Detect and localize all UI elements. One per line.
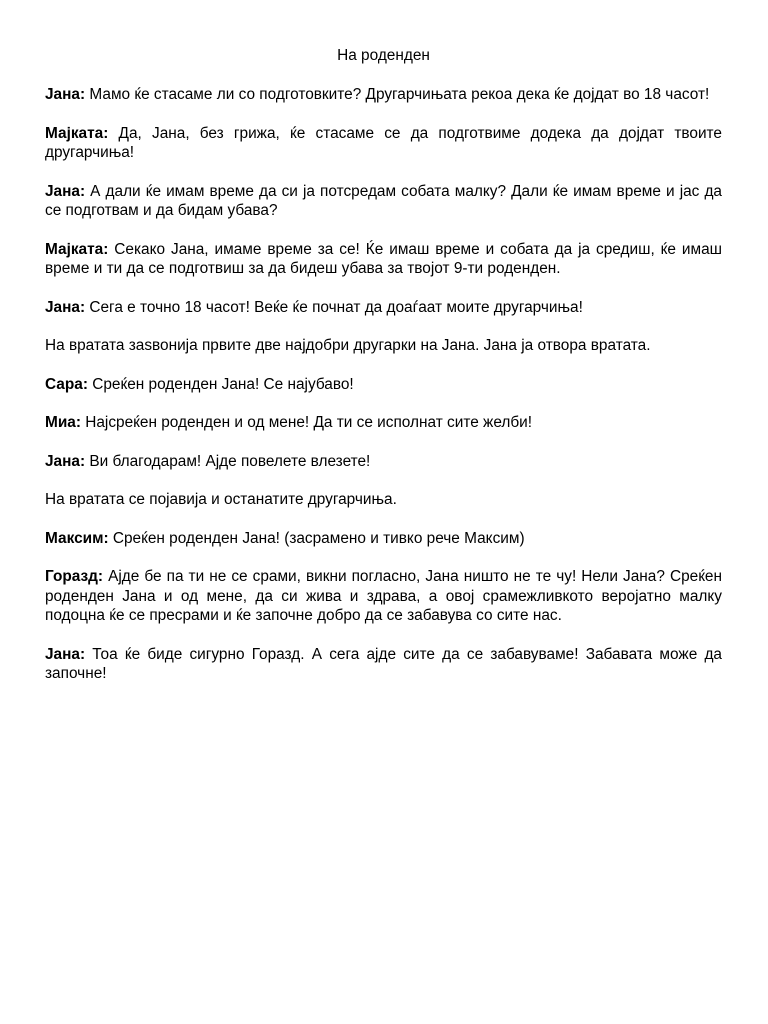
document-title: На роденден [337, 47, 430, 64]
dialogue-text: А дали ќе имам време да си ја потсредам собата малку? Дали ќе имам време и јас да се подготвам и да бидам убава? [45, 182, 722, 219]
narration-paragraph-1 [45, 336, 722, 356]
speaker-name: Горазд: [45, 568, 104, 585]
narration-text: На вратата се појавија и останатите другарчиња. [45, 491, 397, 508]
dialogue-paragraph-1 [45, 85, 722, 105]
document-page [45, 46, 722, 703]
dialogue-text: Ви благодарам! Ајде повелете влезете! [85, 452, 371, 470]
dialogue-text: Мамо ќе стасаме ли со подготовките? Другарчињата рекоа дека ќе дојдат во 18 часот! [85, 86, 710, 103]
dialogue-paragraph-7 [45, 413, 722, 433]
dialogue-text: Тоа ќе биде сигурно Горазд. А сега ајде сите да се забавуваме! Забавата може да започне! [45, 645, 722, 682]
dialogue-paragraph-10 [45, 567, 722, 626]
speaker-name: Сара: [45, 375, 88, 393]
speaker-name: Миа: [45, 414, 81, 431]
speaker-name: Јана: [45, 298, 86, 316]
dialogue-paragraph-5 [45, 298, 722, 318]
narration-paragraph-2 [45, 490, 722, 510]
speaker-name: Јана: [45, 182, 86, 200]
speaker-name: Мајката: [45, 240, 109, 258]
speaker-name: Јана: [45, 645, 86, 663]
dialogue-paragraph-4 [45, 240, 722, 279]
dialogue-paragraph-6 [45, 375, 722, 395]
dialogue-paragraph-11 [45, 645, 722, 684]
dialogue-text: Секако Јана, имаме време за се! Ќе имаш време и собата да ја средиш, ќе имаш време и ти да се подготвиш за да бидеш убава за твојот 9-ти роденден. [45, 240, 722, 277]
speaker-name: Јана: [45, 86, 86, 103]
dialogue-paragraph-3 [45, 182, 722, 221]
speaker-name: Максим: [45, 529, 109, 547]
dialogue-text: Ајде бе па ти не се срами, викни погласно, Јана ништо не те чу! Нели Јана? Среќен роденден Јана и од мене, да си жива и здрава, а овој срамежливкото веројатно малку подоцна ќе се пресрами и ќе започне добро да се забавува со сите нас. [45, 568, 722, 624]
dialogue-paragraph-9 [45, 529, 722, 549]
dialogue-text: Да, Јана, без грижа, ќе стасаме се да подготвиме додека да дојдат твоите другарчиња! [45, 124, 722, 161]
dialogue-paragraph-8 [45, 452, 722, 472]
speaker-name: Мајката: [45, 124, 109, 142]
dialogue-text: Среќен роденден Јана! (засрамено и тивко рече Максим) [108, 529, 525, 547]
narration-text: На вратата заѕвонија првите две најдобри другарки на Јана. Јана ја отвора вратата. [45, 337, 651, 354]
dialogue-paragraph-2 [45, 124, 722, 163]
dialogue-text: Сега е точно 18 часот! Веќе ќе почнат да доаѓаат моите другарчиња! [85, 298, 583, 316]
speaker-name: Јана: [45, 452, 86, 470]
dialogue-text: Најсреќен роденден и од мене! Да ти се исполнат сите желби! [80, 414, 533, 431]
dialogue-text: Среќен роденден Јана! Се најубаво! [87, 375, 354, 393]
